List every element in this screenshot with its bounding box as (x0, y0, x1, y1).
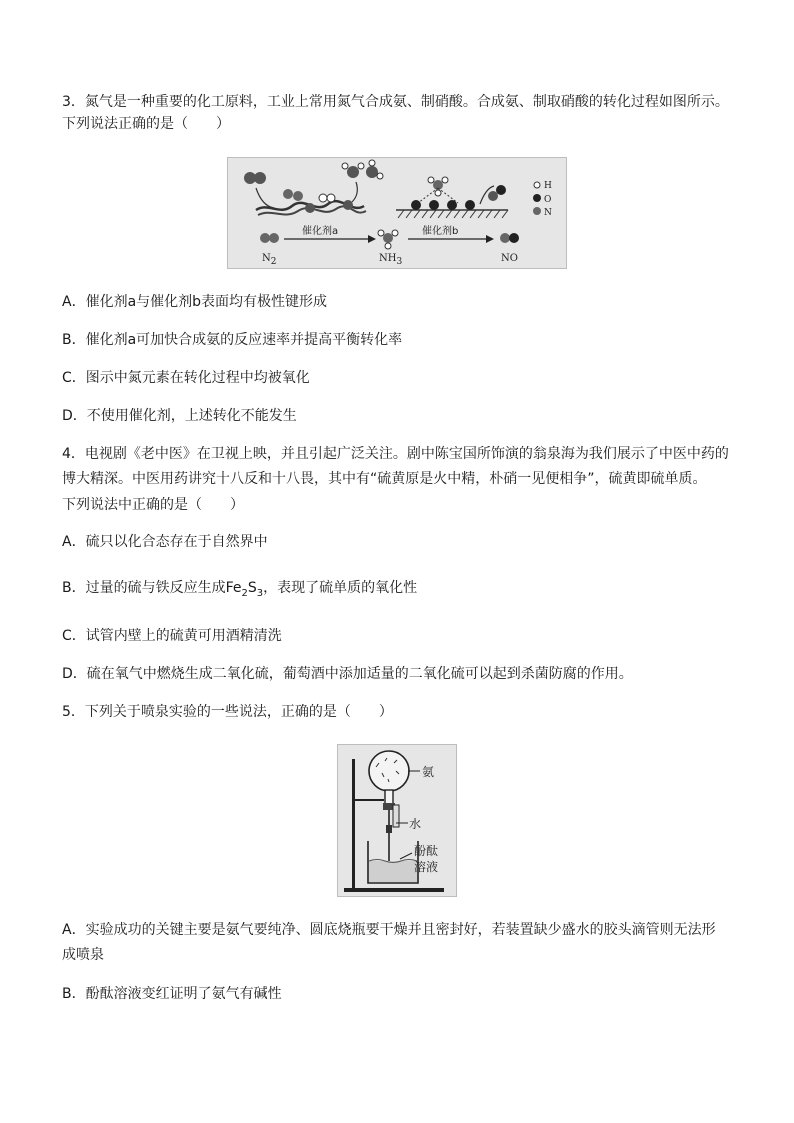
no-label: NO (501, 253, 518, 264)
catalyst-a-label: 催化剂a (302, 226, 339, 237)
q4-option-d: D．硫在氧气中燃烧生成二氧化硫，葡萄酒中添加适量的二氧化硫可以起到杀菌防腐的作用。 (62, 666, 633, 682)
q3-stem-line1: 3．氮气是一种重要的化工原料，工业上常用氮气合成氨、制硝酸。合成氨、制取硝酸的转化过程如图所示。 (62, 94, 729, 110)
q3-catalysis-figure (227, 157, 567, 269)
q3-option-c: C．图示中氮元素在转化过程中均被氧化 (62, 370, 310, 386)
q4-option-a: A．硫只以化合态存在于自然界中 (62, 534, 268, 550)
q4-option-c: C．试管内壁上的硫黄可用酒精清洗 (62, 628, 282, 644)
q5-option-a-line2: 成喷泉 (62, 947, 104, 963)
nh3-label: NH3 (379, 253, 403, 267)
q5-fountain-figure (337, 744, 457, 897)
fountain-apparatus (338, 745, 456, 896)
n2-label: N2 (262, 253, 277, 267)
q3-option-a: A．催化剂a与催化剂b表面均有极性键形成 (62, 294, 328, 310)
legend-o: O (544, 195, 552, 205)
catalysis-diagram (228, 158, 566, 268)
phenolphthalein-label-1: 酚酞 (414, 844, 439, 858)
catalyst-b-label: 催化剂b (422, 226, 459, 237)
q4-stem-line3: 下列说法中正确的是（ ） (62, 497, 244, 513)
ammonia-label: 氨 (422, 765, 435, 779)
q5-stem: 5．下列关于喷泉实验的一些说法，正确的是（ ） (62, 704, 393, 720)
phenolphthalein-label-2: 溶液 (414, 860, 439, 874)
legend-n: N (544, 208, 552, 218)
q3-option-d: D．不使用催化剂，上述转化不能发生 (62, 408, 297, 424)
water-label: 水 (409, 817, 422, 831)
q3-option-b: B．催化剂a可加快合成氨的反应速率并提高平衡转化率 (62, 332, 403, 348)
q3-stem-line2: 下列说法正确的是（ ） (62, 116, 230, 132)
q4-stem-line1: 4．电视剧《老中医》在卫视上映，并且引起广泛关注。剧中陈宝国所饰演的翁泉海为我们展示了中医中药的 (62, 446, 729, 462)
q4-stem-line2: 博大精深。中医用药讲究十八反和十八畏，其中有“硫黄原是火中精，朴硝一见便相争”，硫黄即硫单质。 (62, 471, 707, 487)
legend-h: H (544, 181, 552, 191)
q5-option-a-line1: A．实验成功的关键主要是氨气要纯净、圆底烧瓶要干燥并且密封好，若装置缺少盛水的胶头滴管则无法形 (62, 922, 716, 938)
q4-option-b: B．过量的硫与铁反应生成$Fe_2S_3$，表现了硫单质的氧化性 (62, 580, 418, 599)
q5-option-b: B．酚酞溶液变红证明了氨气有碱性 (62, 986, 282, 1002)
